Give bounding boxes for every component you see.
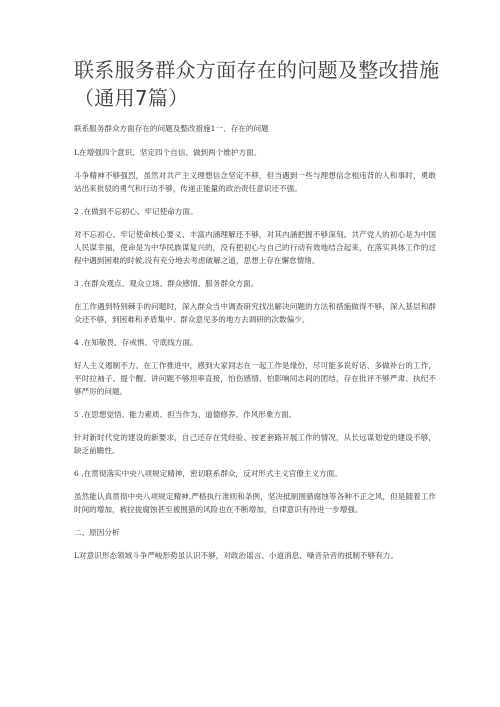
section-heading: 二、原因分析 (74, 528, 120, 537)
section-heading: 2 .在做到不忘初心、牢记使命方面。 (74, 207, 198, 216)
body-paragraph: 针对新时代党的建设的新要求，自己还存在凭经验、按老套路开展工作的情况，从长远谋划党的建设不够，缺乏前瞻性。 (74, 433, 436, 455)
body-paragraph: 斗争精神不够强烈，虽然对共产主义理想信念坚定不移，但当遇到一些与理想信念相违背的人和事时，勇敢站出来批驳的勇气和行动不够，传递正能量的政治责任意识还不强。 (74, 171, 436, 193)
document-title: 联系服务群众方面存在的问题及整改措施（通用7篇） (74, 58, 440, 110)
section-heading: 5 .在思想觉悟、能力素质、担当作为、道德修养、作风形象方面。 (74, 410, 297, 419)
body-paragraph: 虽然能认真贯彻中央八项规定精神,严格执行准则和条例，坚决抵制围猎腐蚀等各种不正之风，但是随着工作时间的增加，被拉拢腐蚀甚至被围猎的风险也在不断增加，自律意识有待进一步增强。 (74, 492, 436, 514)
section-heading: 4 .在知敬畏、存戒惧、守底线方面。 (74, 338, 198, 347)
body-paragraph: 对不忘初心、牢记使命核心要义、丰富内涵理解还不够，对其内涵把握不够深刻。共产党人的初心是为中国人民谋幸福，使命是为中华民族谋复兴的，没有把初心与自己的行动有效地结合起来，在落实具体工作的过程中遇到困难的时候,没有充分地去考虑破解之道，思想上存在懈怠情绪。 (74, 230, 436, 265)
section-heading: 3 .在群众观点、观众立场、群众感情、服务群众方面。 (74, 279, 259, 288)
document-body (74, 122, 436, 562)
section-heading: 6 .在贯彻落实中央八项规定精神，密切联系群众，反对形式主义官僚主义方面。 (74, 469, 342, 478)
body-paragraph: L对意识形态领域斗争严峻形势虽认识不够，对政治谣言、小道消息、噪音杂音的抵制不够有力。 (74, 551, 398, 560)
section-heading: 联系服务群众方面存在的问题及整改措施1一、存在的问题 (74, 124, 269, 133)
body-paragraph: 在工作遇到特别棘手的问题时，深入群众当中调查研究找出解决问题的方法和措施做得不够，深入基层和群众还不够，到困难和矛盾集中、群众意见多的地方去调研的次数偏少。 (74, 302, 436, 324)
section-heading: L在增强四个意识、坚定四个自信、做到两个维护方面。 (74, 148, 262, 157)
body-paragraph: 好人主义遏制不力。在工作推进中，感到大家同志在一起工作是缘份，尽可能多说好话、多做补台的工作，平时拉袖子、提个醒、讲问题不够坦率直接，怕伤感情、怕影响同志间的团结，存在批评不够严肃、执纪不够严厉的问题。 (74, 361, 436, 396)
